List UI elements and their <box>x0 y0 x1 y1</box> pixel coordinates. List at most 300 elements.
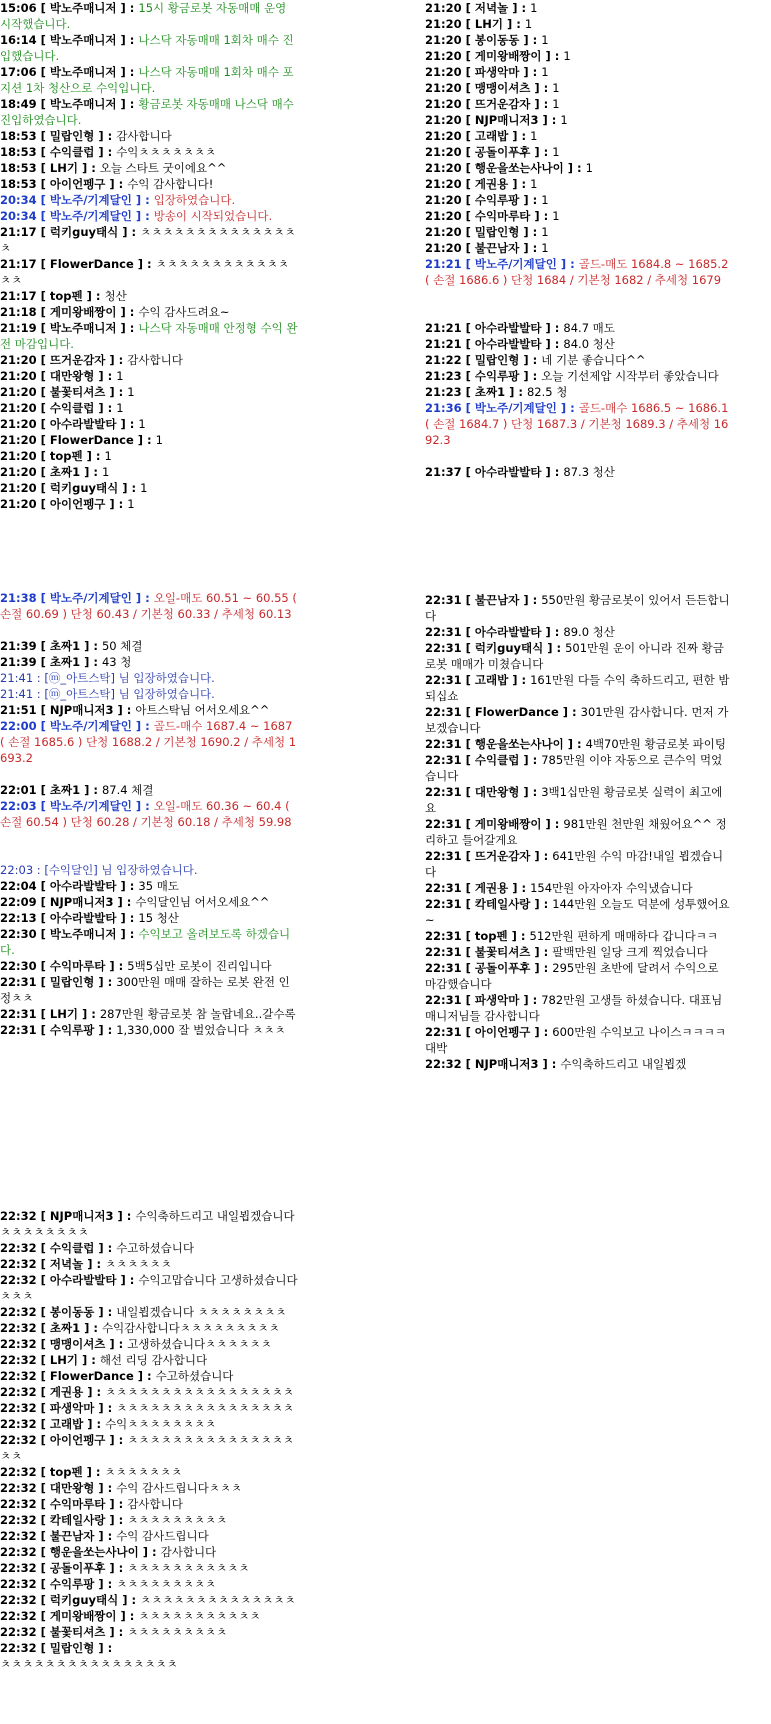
bracket-close: ] : <box>105 177 128 191</box>
bracket-close: ] : <box>105 1561 128 1575</box>
message-text: 1 <box>530 129 538 143</box>
bracket-close: ] : <box>94 1641 113 1655</box>
message-nickname: 불끈남자 <box>474 593 520 607</box>
message-text: 1 <box>541 225 549 239</box>
chat-message <box>425 752 730 784</box>
chat-message <box>0 176 300 192</box>
message-text: ㅊㅊㅊㅊㅊㅊㅊㅊㅊㅊㅊ <box>127 1561 250 1575</box>
bracket-close: ] : <box>541 465 564 479</box>
chat-message <box>0 1576 300 1592</box>
bracket-close: ] : <box>556 257 579 271</box>
message-nickname: 박노주/기계달인 <box>49 719 132 733</box>
bracket-close: ] : <box>530 97 553 111</box>
message-time: 21:39 <box>0 639 37 653</box>
chat-message <box>0 144 300 160</box>
bracket-open: [ <box>36 799 50 813</box>
bracket-open: [ <box>36 1209 50 1223</box>
chat-message <box>425 704 730 736</box>
bracket-open: [ <box>36 161 50 175</box>
bracket-open: [ <box>461 113 475 127</box>
message-text: 1 <box>552 81 560 95</box>
bracket-open: [ <box>36 177 50 191</box>
chat-message <box>425 592 730 624</box>
message-nickname: LH기 <box>49 1353 78 1367</box>
chat-message <box>0 1006 300 1022</box>
message-text: 아트스탁님 어서오세요^^ <box>135 703 270 717</box>
message-time: 21:20 <box>0 385 37 399</box>
bracket-close: ] : <box>530 945 553 959</box>
bracket-close: ] : <box>113 895 136 909</box>
bracket-open: [ <box>36 1577 50 1591</box>
bracket-close: ] : <box>541 625 564 639</box>
message-nickname: 아수라발발타 <box>474 465 542 479</box>
message-time: 21:23 <box>425 369 462 383</box>
bracket-close: ] : <box>530 81 553 95</box>
message-text: 1 <box>116 369 124 383</box>
bracket-close: ] : <box>116 1273 139 1287</box>
bracket-open: [ <box>36 1257 50 1271</box>
spacer <box>425 288 730 304</box>
message-text: 501만원 운이 아니라 진짜 황금로봇 매매가 미쳤습니다 <box>425 641 724 671</box>
message-nickname: NJP매니저3 <box>49 1209 114 1223</box>
bracket-close: ] : <box>133 257 156 271</box>
chat-message <box>0 782 300 798</box>
message-nickname: 박노주매니저 <box>49 97 117 111</box>
message-time: 22:32 <box>0 1417 37 1431</box>
bracket-open: [ <box>36 639 50 653</box>
message-time: 22:30 <box>0 927 37 941</box>
chat-log-panel-1 <box>0 0 300 512</box>
bracket-close: ] : <box>519 353 542 367</box>
bracket-close: ] : <box>118 1593 141 1607</box>
message-nickname: 아수라발발타 <box>49 417 117 431</box>
bracket-open: [ <box>36 497 50 511</box>
bracket-open: [ <box>36 305 50 319</box>
chat-message <box>425 208 730 224</box>
message-time: 18:53 <box>0 177 37 191</box>
message-nickname: LH기 <box>49 161 78 175</box>
spacer <box>0 766 300 782</box>
bracket-close: ] : <box>105 497 128 511</box>
chat-message <box>0 96 300 128</box>
message-time: 22:32 <box>0 1513 37 1527</box>
chat-message <box>0 304 300 320</box>
message-time: 22:32 <box>0 1433 37 1447</box>
message-time: 21:20 <box>0 481 37 495</box>
bracket-close: ] : <box>133 433 156 447</box>
message-text: ㅊㅊㅊㅊㅊㅊㅊㅊㅊㅊㅊ <box>138 1609 261 1623</box>
bracket-open: [ <box>461 161 475 175</box>
message-text: ㅊㅊㅊㅊㅊㅊㅊㅊㅊㅊㅊㅊㅊㅊㅊ <box>0 225 296 255</box>
message-time: 22:31 <box>425 945 462 959</box>
chat-message <box>0 1480 300 1496</box>
bracket-close: ] : <box>94 1401 117 1415</box>
message-nickname: top펜 <box>474 929 508 943</box>
bracket-open: [ <box>36 1641 50 1655</box>
bracket-open: [ <box>36 145 50 159</box>
chat-message <box>0 416 300 432</box>
message-text: 1 <box>560 113 568 127</box>
bracket-close: ] : <box>94 369 117 383</box>
bracket-close: ] : <box>502 17 525 31</box>
bracket-open: [ <box>461 209 475 223</box>
bracket-close: ] : <box>82 1465 105 1479</box>
message-text: 감사합니다 <box>116 129 172 143</box>
chat-message <box>425 160 730 176</box>
bracket-open: [ <box>36 1321 50 1335</box>
message-time: 22:31 <box>425 625 462 639</box>
chat-message <box>0 702 300 718</box>
system-message <box>0 670 300 686</box>
chat-message <box>425 176 730 192</box>
message-time: 21:20 <box>425 49 462 63</box>
message-text: 43 청 <box>101 655 132 669</box>
message-time: 22:32 <box>0 1241 37 1255</box>
message-text: ㅊㅊㅊㅊㅊㅊㅊㅊㅊㅊㅊㅊㅊㅊㅊㅊ <box>116 1401 294 1415</box>
message-nickname: 저녁놀 <box>49 1257 84 1271</box>
bracket-open: [ <box>36 1305 50 1319</box>
message-text: 감사합니다 <box>160 1545 217 1559</box>
chat-message <box>0 496 300 512</box>
message-nickname: 아이언펭구 <box>49 177 106 191</box>
message-time: 18:53 <box>0 161 37 175</box>
message-text: 50 체결 <box>101 639 143 653</box>
message-nickname: 박노주매니저 <box>49 65 117 79</box>
chat-message <box>425 672 730 704</box>
bracket-open: [ <box>36 1 50 15</box>
message-text: 15 청산 <box>138 911 179 925</box>
bracket-open: [ <box>36 1593 50 1607</box>
chat-message <box>425 192 730 208</box>
message-text: ㅊㅊㅊㅊㅊㅊㅊㅊㅊ <box>116 1577 217 1591</box>
chat-message <box>425 96 730 112</box>
bracket-close: ] : <box>116 305 139 319</box>
message-text: 1 <box>541 65 549 79</box>
message-nickname: 수익클럽 <box>49 145 95 159</box>
bracket-close: ] : <box>133 1369 156 1383</box>
message-time: 21:17 <box>0 289 37 303</box>
bracket-close: ] : <box>541 321 564 335</box>
bracket-close: ] : <box>105 1497 128 1511</box>
bracket-open: [ <box>461 401 475 415</box>
bracket-open: [ <box>36 1369 50 1383</box>
chat-message <box>425 400 730 448</box>
chat-message <box>0 1544 300 1560</box>
chat-message <box>425 48 730 64</box>
message-time: 22:31 <box>425 817 462 831</box>
bracket-open: [ <box>461 849 475 863</box>
message-text: 1 <box>541 33 549 47</box>
chat-message <box>0 1624 300 1640</box>
bracket-close: ] : <box>105 385 128 399</box>
message-time: 21:20 <box>425 113 462 127</box>
message-time: 22:32 <box>0 1337 37 1351</box>
message-text: 1 <box>552 145 560 159</box>
message-text: 87.3 청산 <box>563 465 615 479</box>
bracket-open: [ <box>461 465 475 479</box>
message-time: 21:37 <box>425 465 462 479</box>
message-time: 21:20 <box>425 97 462 111</box>
bracket-close: ] : <box>105 1625 128 1639</box>
message-text: 나스닥 자동매매 1회차 매수 포지션 1차 청산으로 수익입니다. <box>0 65 294 95</box>
message-time: 21:20 <box>425 209 462 223</box>
message-nickname: 초짜1 <box>49 655 81 669</box>
bracket-close: ] : <box>80 465 102 479</box>
message-text: 287만원 황금로봇 참 놀랍네요..갈수록 <box>99 1007 296 1021</box>
chat-message <box>0 64 300 96</box>
bracket-close: ] : <box>116 417 139 431</box>
bracket-open: [ <box>36 369 50 383</box>
bracket-open: [ <box>461 33 475 47</box>
bracket-open: [ <box>461 385 475 399</box>
bracket-open: [ <box>461 737 475 751</box>
message-text: 1 <box>138 417 146 431</box>
message-nickname: 행운을쏘는사나이 <box>49 1545 139 1559</box>
chat-message <box>0 1352 300 1368</box>
bracket-open: [ <box>36 1007 50 1021</box>
bracket-open: [ <box>36 385 50 399</box>
message-time: 21:20 <box>425 17 462 31</box>
message-nickname: 초짜1 <box>49 783 81 797</box>
bracket-open: [ <box>36 193 50 207</box>
message-nickname: 밀랍인형 <box>474 225 520 239</box>
message-time: 21:38 <box>0 591 37 605</box>
message-text: 782만원 고생들 하셨습니다. 대표님 매니저님들 감사합니다 <box>425 993 723 1023</box>
message-text: 641만원 수익 마감!내일 뵙겠습니다 <box>425 849 724 879</box>
message-time: 21:20 <box>425 145 462 159</box>
bracket-close: ] : <box>508 673 531 687</box>
bracket-close: ] : <box>94 1023 117 1037</box>
message-nickname: 불꽃티셔츠 <box>49 1625 106 1639</box>
system-message <box>0 686 300 702</box>
message-time: 22:31 <box>425 737 462 751</box>
message-time: 21:18 <box>0 305 37 319</box>
bracket-close: ] : <box>94 1481 117 1495</box>
bracket-open: [ <box>36 33 50 47</box>
bracket-open: [ <box>36 703 50 717</box>
bracket-open: [ <box>36 449 50 463</box>
message-text: 1 <box>552 97 560 111</box>
chat-message <box>0 1560 300 1576</box>
message-text: 154만원 아자아자 수익냈습니다 <box>530 881 693 895</box>
message-nickname: 맹맹이셔츠 <box>49 1337 106 1351</box>
message-time: 22:31 <box>425 849 462 863</box>
message-text: 15시 황금로봇 자동매매 운영 시작했습니다. <box>0 1 287 31</box>
bracket-close: ] : <box>558 705 581 719</box>
system-text: 22:03 : [수익달인] 님 입장하였습니다. <box>0 863 198 877</box>
spacer <box>425 304 730 320</box>
chat-message <box>425 960 730 992</box>
bracket-open: [ <box>461 129 475 143</box>
chat-message <box>425 640 730 672</box>
message-text: 수익보고 올려보도록 하겠습니다. <box>0 927 291 957</box>
message-time: 22:32 <box>0 1321 37 1335</box>
message-time: 22:32 <box>0 1209 37 1223</box>
message-nickname: 게권용 <box>474 177 509 191</box>
message-nickname: 게미왕배짱이 <box>49 305 117 319</box>
message-nickname: NJP매니저3 <box>49 703 114 717</box>
message-text: ㅊㅊㅊㅊㅊㅊㅊㅊㅊㅊㅊㅊㅊㅊ <box>140 1593 296 1607</box>
bracket-close: ] : <box>508 1 531 15</box>
message-text: 1 <box>127 385 135 399</box>
bracket-close: ] : <box>116 97 139 111</box>
message-time: 21:22 <box>425 353 462 367</box>
chat-message <box>425 352 730 368</box>
message-nickname: 저녁놀 <box>474 1 509 15</box>
message-nickname: 박노주/기계달인 <box>49 193 132 207</box>
bracket-close: ] : <box>83 1417 106 1431</box>
message-time: 22:32 <box>0 1305 37 1319</box>
message-text: 팔백만원 일당 크게 찍었습니다 <box>552 945 708 959</box>
message-nickname: 박노주매니저 <box>49 321 117 335</box>
message-nickname: NJP매니저3 <box>474 113 539 127</box>
bracket-open: [ <box>461 321 475 335</box>
message-nickname: 아이언펭구 <box>49 497 106 511</box>
bracket-close: ] : <box>116 911 139 925</box>
message-nickname: 밀랍인형 <box>49 129 95 143</box>
bracket-close: ] : <box>80 1321 102 1335</box>
chat-message <box>0 368 300 384</box>
message-time: 21:51 <box>0 703 37 717</box>
chat-message <box>0 654 300 670</box>
message-text: 1,330,000 잘 벌었습니다 ㅊㅊㅊ <box>116 1023 286 1037</box>
chat-message <box>0 1368 300 1384</box>
bracket-open: [ <box>36 655 50 669</box>
message-text: 1 <box>104 449 112 463</box>
bracket-open: [ <box>461 673 475 687</box>
chat-message <box>425 0 730 16</box>
message-text: 수익고맙습니다 고생하셨습니다ㅊㅊㅊ <box>0 1273 298 1303</box>
message-nickname: 맹맹이셔츠 <box>474 81 531 95</box>
chat-message <box>0 1022 300 1038</box>
chat-message <box>0 208 300 224</box>
bracket-open: [ <box>36 65 50 79</box>
message-nickname: FlowerDance <box>49 1369 134 1383</box>
message-text: 89.0 청산 <box>563 625 615 639</box>
bracket-open: [ <box>461 225 475 239</box>
bracket-open: [ <box>36 433 50 447</box>
chat-log-panel-3 <box>0 590 300 1038</box>
message-nickname: 수익루팡 <box>49 1577 95 1591</box>
bracket-close: ] : <box>131 799 154 813</box>
bracket-close: ] : <box>530 145 553 159</box>
message-text: 오늘 스타트 굿이에요^^ <box>99 161 227 175</box>
message-nickname: 럭키guy태식 <box>49 1593 119 1607</box>
bracket-open: [ <box>36 1465 50 1479</box>
bracket-close: ] : <box>105 1337 128 1351</box>
bracket-close: ] : <box>131 719 154 733</box>
message-time: 22:32 <box>425 1057 462 1071</box>
message-time: 21:20 <box>0 433 37 447</box>
message-nickname: 게미왕배짱이 <box>474 817 542 831</box>
message-text: 방송이 시작되었습니다. <box>153 209 273 223</box>
bracket-close: ] : <box>94 975 117 989</box>
bracket-open: [ <box>36 289 50 303</box>
message-nickname: 밀랍인형 <box>49 975 95 989</box>
message-time: 22:31 <box>425 961 462 975</box>
chat-message <box>425 128 730 144</box>
message-nickname: 박노주/기계달인 <box>474 401 557 415</box>
message-text: 1 <box>116 401 124 415</box>
bracket-close: ] : <box>538 1057 561 1071</box>
bracket-open: [ <box>36 959 50 973</box>
chat-message <box>0 878 300 894</box>
message-text: 나스닥 자동매매 안정형 수익 완전 마감입니다. <box>0 321 298 351</box>
message-nickname: 대만왕형 <box>474 785 520 799</box>
bracket-close: ] : <box>131 591 154 605</box>
message-text: 감사합니다 <box>127 1497 183 1511</box>
message-text: 1 <box>127 497 135 511</box>
chat-message <box>0 1304 300 1320</box>
bracket-close: ] : <box>113 1209 136 1223</box>
chat-message <box>0 798 300 830</box>
message-nickname: 박노주매니저 <box>49 1 117 15</box>
bracket-close: ] : <box>538 113 561 127</box>
chat-message <box>425 112 730 128</box>
message-text: 골드-매수 1686.5 ~ 1686.1 ( 손절 1684.7 ) 단청 1687.3 / 기본청 1689.3 / 추세청 1692.3 <box>425 401 729 447</box>
bracket-open: [ <box>461 993 475 1007</box>
message-nickname: 럭키guy태식 <box>49 481 119 495</box>
spacer <box>0 622 300 638</box>
chat-message <box>0 1608 300 1624</box>
message-time: 21:20 <box>425 241 462 255</box>
bracket-open: [ <box>36 1433 50 1447</box>
bracket-open: [ <box>36 1561 50 1575</box>
message-time: 21:21 <box>425 337 462 351</box>
bracket-close: ] : <box>519 753 542 767</box>
message-text: ㅊㅊㅊㅊㅊㅊㅊㅊㅊ <box>127 1513 228 1527</box>
message-nickname: 럭키guy태식 <box>474 641 544 655</box>
chat-message <box>0 1320 300 1336</box>
message-nickname: top펜 <box>49 1465 83 1479</box>
message-nickname: 초짜1 <box>49 639 81 653</box>
bracket-close: ] : <box>105 353 128 367</box>
message-time: 22:32 <box>0 1273 37 1287</box>
message-text: 수익축하드리고 내일뵙겠습니다 ㅊㅊㅊㅊㅊㅊㅊㅊ <box>0 1209 295 1239</box>
message-nickname: 아수라발발타 <box>49 1273 117 1287</box>
bracket-open: [ <box>461 369 475 383</box>
bracket-open: [ <box>36 1529 50 1543</box>
bracket-open: [ <box>461 353 475 367</box>
message-nickname: 수익루팡 <box>474 369 520 383</box>
message-text: 감사합니다 <box>127 353 183 367</box>
chat-message <box>0 974 300 1006</box>
chat-message <box>0 448 300 464</box>
message-nickname: 칵테일사랑 <box>49 1513 106 1527</box>
message-nickname: 밀랍인형 <box>49 1641 95 1655</box>
message-time: 21:20 <box>425 65 462 79</box>
message-text: 1 <box>530 177 538 191</box>
chat-message <box>0 128 300 144</box>
message-nickname: 게미왕배짱이 <box>49 1609 117 1623</box>
bracket-close: ] : <box>83 1257 106 1271</box>
bracket-open: [ <box>36 1417 50 1431</box>
message-text: 84.7 매도 <box>563 321 615 335</box>
chat-log-panel-2 <box>425 0 730 480</box>
message-nickname: 아이언펭구 <box>49 1433 106 1447</box>
message-nickname: 아수라발발타 <box>474 337 542 351</box>
system-message <box>0 862 300 878</box>
message-time: 21:21 <box>425 257 462 271</box>
bracket-close: ] : <box>116 65 139 79</box>
chat-message <box>425 736 730 752</box>
system-text: 21:41 : [ⓜ_아트스탁] 님 입장하였습니다. <box>0 687 215 701</box>
message-text: 해선 리딩 감사합니다 <box>99 1353 208 1367</box>
message-text: 3백1십만원 황금로봇 실력이 최고에요 <box>425 785 723 815</box>
message-time: 21:20 <box>0 449 37 463</box>
chat-message <box>425 16 730 32</box>
chat-message <box>0 1256 300 1272</box>
